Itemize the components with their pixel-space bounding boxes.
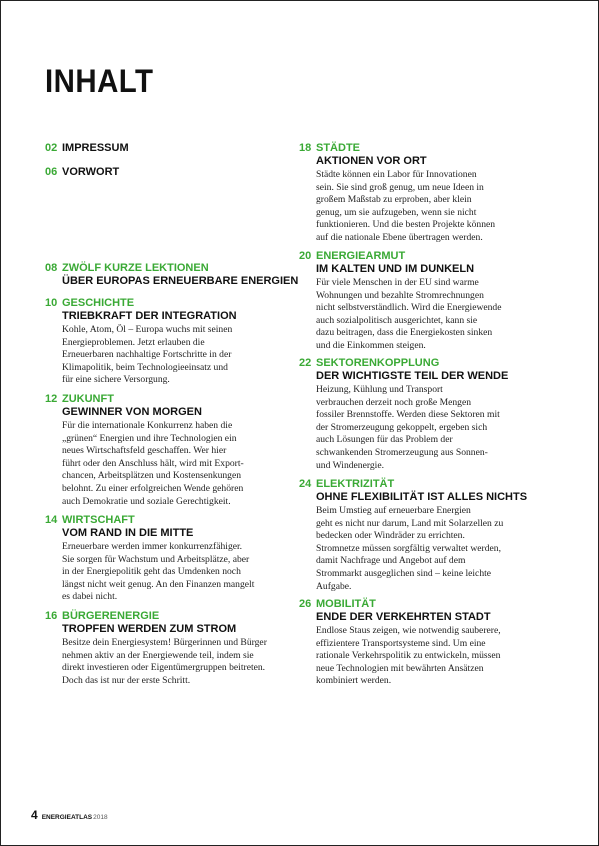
page-title: INHALT [45,63,154,99]
footer-year: 2018 [93,814,108,821]
footer-publication: ENERGIEATLAS [41,814,93,821]
toc-page-number: 20 [299,250,312,262]
toc-subtitle: OHNE FLEXIBILITÄT IST ALLES NICHTS [316,491,528,503]
toc-page-number: 24 [299,478,312,490]
toc-entry-mobilitaet[interactable] [299,598,539,688]
toc-section-title: SEKTORENKOPPLUNG [316,357,440,369]
toc-subtitle: TROPFEN WERDEN ZUM STROM [62,623,237,635]
toc-page-number: 06 [45,166,58,178]
toc-section-title: VORWORT [62,166,120,178]
toc-entry-geschichte[interactable] [45,297,295,387]
toc-subtitle: ÜBER EUROPAS ERNEUERBARE ENERGIEN [62,275,299,287]
toc-entry-vorwort[interactable] [45,166,119,179]
toc-page-number: 26 [299,598,312,610]
toc-subtitle: GEWINNER VON MORGEN [62,406,202,418]
toc-section-title: BÜRGERENERGIE [62,610,160,622]
toc-page-number: 02 [45,142,58,154]
toc-page-number: 10 [45,297,58,309]
toc-page-number: 22 [299,357,312,369]
toc-description: Beim Umstieg auf erneuerbare Energien geht es nicht nur darum, Land mit Solarzellen zu bedecken oder Windräder zu errichten. Stromnetze müssen sorgfältig verwaltet werden, damit Nachfrage und Angebot auf dem Strommarkt ausgeglichen sind – keine leichte Aufgabe. [316,505,504,592]
toc-entry-staedte[interactable] [299,142,539,245]
toc-description: Besitze dein Energiesystem! Bürgerinnen und Bürger nehmen aktiv an der Energiewende teil, indem sie direkt investieren oder Eigentümergruppen beitreten. Doch das ist nur der erste Schritt. [62,637,267,686]
toc-description: Erneuerbare werden immer konkurrenzfähiger. Sie sorgen für Wachstum und Arbeitsplätze, aber in der Energiepolitik geht das Umdenken noch längst nicht weit genug. An den Finanzen mangelt es dabei nicht. [62,541,255,603]
toc-page-number: 08 [45,262,58,274]
toc-entry-wirtschaft[interactable] [45,514,295,604]
toc-entry-sektorenkopplung[interactable] [299,357,539,472]
toc-subtitle: AKTIONEN VOR ORT [316,155,427,167]
footer-page-number: 4 [31,808,38,822]
toc-subtitle: IM KALTEN UND IM DUNKELN [316,263,475,275]
toc-section-title: STÄDTE [316,142,360,154]
toc-entry-impressum[interactable] [45,142,129,155]
toc-page-number: 12 [45,393,58,405]
toc-section-title: ENERGIEARMUT [316,250,406,262]
toc-entry-zukunft[interactable] [45,393,295,508]
toc-section-title: ELEKTRIZITÄT [316,478,395,490]
toc-page-number: 18 [299,142,312,154]
toc-subtitle: DER WICHTIGSTE TEIL DER WENDE [316,370,509,382]
toc-section-title: MOBILITÄT [316,598,376,610]
toc-description: Für die internationale Konkurrenz haben die „grünen“ Energien und ihre Technologien ein neues Wirtschaftsfeld geschaffen. Wer hier führt oder den Anschluss hält, wird mit Export- chancen, Arbeitsplätzen und Kostensenkungen belohnt. Zu einer erfolgreichen Wende gehören auch Demokratie und soziale Gerechtigkeit. [62,420,244,507]
toc-subtitle: VOM RAND IN DIE MITTE [62,527,194,539]
toc-description: Für viele Menschen in der EU sind warme Wohnungen und bezahlte Stromrechnungen nicht selbstverständlich. Wird die Energiewende auch sozialpolitisch ausgerichtet, kann sie dazu beitragen, dass die Energiekosten sinken und die Einkommen steigen. [316,277,502,351]
toc-section-title: WIRTSCHAFT [62,514,135,526]
toc-section-title: ZWÖLF KURZE LEKTIONEN [62,262,209,274]
toc-section-title: GESCHICHTE [62,297,135,309]
toc-page-number: 14 [45,514,58,526]
toc-entry-buergerenergie[interactable] [45,610,295,687]
toc-section-title: ZUKUNFT [62,393,114,405]
toc-entry-elektrizitaet[interactable] [299,478,539,593]
toc-description: Kohle, Atom, Öl – Europa wuchs mit seinen Energieproblemen. Jetzt erlauben die Erneuerbaren nachhaltige Fortschritte in der Klimapolitik, beim Technologieeinsatz und für eine sichere Versorgung. [62,324,233,386]
toc-description: Endlose Staus zeigen, wie notwendig sauberere, effizientere Transportsysteme sind. Um eine rationale Verkehrspolitik zu entwickeln, müssen neue Technologien mit bewährten Ansätzen kombiniert werden. [316,625,501,687]
toc-section-title: IMPRESSUM [62,142,129,154]
toc-subtitle: ENDE DER VERKEHRTEN STADT [316,611,491,623]
toc-description: Städte können ein Labor für Innovationen sein. Sie sind groß genug, um neue Ideen in großem Maßstab zu erproben, aber klein genug, um sie aufzugeben, wenn sie nicht funktionieren. Und die besten Projekte können auf die nationale Ebene übertragen werden. [316,169,496,243]
toc-description: Heizung, Kühlung und Transport verbrauchen derzeit noch große Mengen fossiler Brennstoffe. Werden diese Sektoren mit der Stromerzeugung gekoppelt, ergeben sich auch Lösungen für das Problem der schwankenden Stromerzeugung aus Sonnen- und Windenergie. [316,384,500,471]
toc-subtitle: TRIEBKRAFT DER INTEGRATION [62,310,237,322]
toc-entry-lektionen[interactable] [45,262,299,288]
page-footer [31,806,108,820]
toc-entry-energiearmut[interactable] [299,250,539,353]
toc-page-number: 16 [45,610,58,622]
